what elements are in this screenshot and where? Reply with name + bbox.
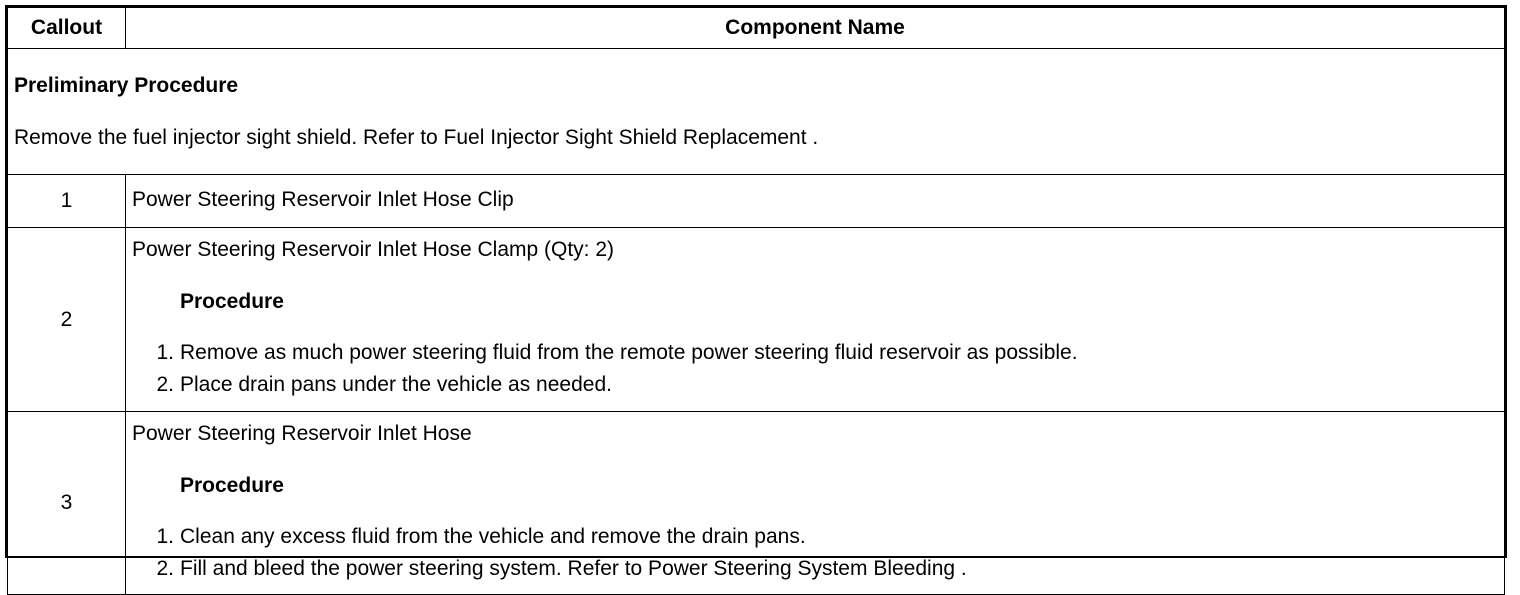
table-row <box>8 412 1505 595</box>
step-number: 2. <box>156 557 174 580</box>
table-row <box>8 228 1505 412</box>
procedure-steps <box>132 524 1496 581</box>
callout-number: 2 <box>8 228 126 412</box>
component-cell <box>126 228 1505 412</box>
step-text: Remove as much power steering fluid from the remote power steering fluid reservoir as possible. <box>180 341 1078 364</box>
step-number: 1. <box>156 525 174 548</box>
header-component-name: Component Name <box>126 8 1505 49</box>
procedure-step <box>156 556 1496 581</box>
component-name: Power Steering Reservoir Inlet Hose Clip <box>132 188 514 211</box>
preliminary-title: Preliminary Procedure <box>14 73 239 97</box>
preliminary-cell <box>8 49 1505 175</box>
step-text: Clean any excess fluid from the vehicle and remove the drain pans. <box>180 525 806 548</box>
preliminary-text: Remove the fuel injector sight shield. Refer to Fuel Injector Sight Shield Replacement . <box>14 125 819 149</box>
step-text: Fill and bleed the power steering system. Refer to Power Steering System Bleeding . <box>180 557 967 580</box>
component-name: Power Steering Reservoir Inlet Hose <box>132 422 472 445</box>
procedure-steps <box>132 340 1496 397</box>
procedure-title: Procedure <box>180 474 284 497</box>
table-header-row <box>8 8 1505 49</box>
procedure-step <box>156 340 1496 365</box>
callout-number: 1 <box>8 175 126 228</box>
component-name: Power Steering Reservoir Inlet Hose Clamp (Qty: 2) <box>132 238 615 261</box>
component-cell <box>126 175 1505 228</box>
component-table-frame <box>5 5 1507 580</box>
table-row <box>8 175 1505 228</box>
preliminary-row <box>8 49 1505 175</box>
step-number: 2. <box>156 373 174 396</box>
step-text: Place drain pans under the vehicle as needed. <box>180 373 612 396</box>
procedure-title: Procedure <box>180 290 284 313</box>
component-table <box>7 7 1505 595</box>
procedure-step <box>156 524 1496 549</box>
component-cell <box>126 412 1505 595</box>
step-number: 1. <box>156 341 174 364</box>
header-callout: Callout <box>8 8 126 49</box>
procedure-step <box>156 372 1496 397</box>
callout-number: 3 <box>8 412 126 595</box>
